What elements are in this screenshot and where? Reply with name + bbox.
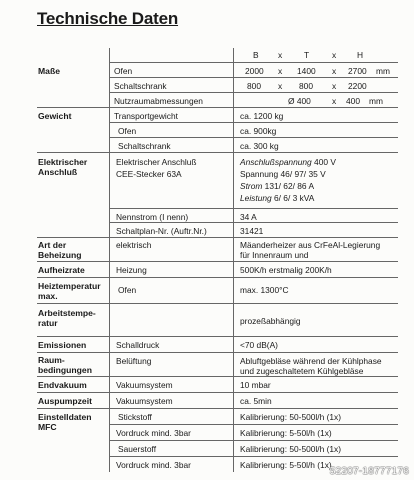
watermark: 52207-18777176 (329, 465, 409, 477)
elektrik-value: 34 A (240, 212, 257, 222)
masse-t: Ø 400 (288, 96, 311, 106)
masse-unit: mm (369, 96, 383, 106)
masse-h: 2700 (348, 66, 367, 76)
mfc-value: Kalibrierung: 5-50l/h (1x) (240, 428, 332, 438)
masse-b: 2000 (245, 66, 264, 76)
section-label-arbeitstemperatur: Arbeitstempe-ratur (38, 308, 96, 328)
row-divider (109, 456, 398, 457)
section-divider (37, 107, 398, 108)
row-divider (109, 92, 398, 93)
section-divider (37, 376, 398, 377)
mfc-row-label: Stickstoff (118, 412, 152, 422)
beheizung-name: elektrisch (116, 240, 152, 250)
mfc-value: Kalibrierung: 50-500l/h (1x) (240, 412, 342, 422)
mfc-value: Kalibrierung: 5-50l/h (1x) (240, 460, 332, 470)
aufheizrate-name: Heizung (116, 265, 147, 275)
elektrik-row-label: Nennstrom (I nenn) (116, 212, 189, 222)
mfc-row-label: Vordruck mind. 3bar (116, 428, 191, 438)
elektrik-spec (240, 157, 336, 167)
arbeitstemp-value: prozeßabhängig (240, 316, 301, 326)
masse-row-label: Nutzraumabmessungen (114, 96, 203, 106)
gewicht-row-label: Schaltschrank (118, 141, 171, 151)
gewicht-row-label: Transportgewicht (114, 111, 178, 121)
section-label-masse: Maße (38, 66, 60, 76)
heiztemp-value: max. 1300°C (240, 285, 289, 295)
elektrik-spec-value: 400 V (314, 157, 336, 167)
row-divider (109, 440, 398, 441)
masse-x: x (278, 81, 283, 91)
masse-h: 400 (346, 96, 360, 106)
elektrik-value: 31421 (240, 226, 264, 236)
section-label-heiztemperatur: Heiztemperatur max. (38, 281, 101, 301)
beheizung-value: Mäanderheizer aus CrFeAl-Legierung (240, 240, 381, 250)
section-divider (37, 336, 398, 337)
section-label-gewicht: Gewicht (38, 111, 72, 121)
masse-x: x (332, 81, 337, 91)
header-h: H (357, 50, 364, 60)
raum-value: Abluftgebläse während der Kühlphase (240, 356, 382, 366)
gewicht-row-label: Ofen (118, 126, 137, 136)
section-label-mfc: Einstelldaten MFC (38, 412, 92, 432)
section-divider (37, 303, 398, 304)
section-divider (37, 237, 398, 238)
raum-value: und zugeschaltetem Kühlgebläse (240, 366, 364, 376)
elektrik-spec: Spannung 46/ 97/ 35 V (240, 169, 326, 179)
mfc-row-label: Sauerstoff (118, 444, 157, 454)
section-label-emissionen: Emissionen (38, 340, 87, 350)
row-divider (109, 62, 398, 63)
elektrik-spec-key: Strom (240, 181, 263, 191)
section-divider (37, 408, 398, 409)
header-x: x (332, 50, 337, 60)
emissionen-name: Schalldruck (116, 340, 160, 350)
elektrik-spec-value: 6/ 6/ 3 kVA (274, 193, 315, 203)
elektrik-spec-key: Anschlußspannung (240, 157, 312, 167)
masse-x: x (278, 66, 283, 76)
section-divider (37, 277, 398, 278)
section-label-beheizung: Art der Beheizung (38, 240, 82, 260)
row-divider (109, 222, 398, 223)
section-label-elektrik: Elektrischer Anschluß (38, 157, 88, 177)
endvakuum-value: 10 mbar (240, 380, 271, 390)
header-b: B (253, 50, 259, 60)
section-divider (37, 352, 398, 353)
mfc-value: Kalibrierung: 50-500l/h (1x) (240, 444, 342, 454)
emissionen-value: <70 dB(A) (240, 340, 278, 350)
masse-row-label: Ofen (114, 66, 133, 76)
auspumpzeit-name: Vakuumsystem (116, 396, 173, 406)
aufheizrate-value: 500K/h erstmalig 200K/h (240, 265, 332, 275)
raum-name: Belüftung (116, 356, 152, 366)
heiztemp-name: Ofen (118, 285, 137, 295)
mfc-row-label: Vordruck mind. 3bar (116, 460, 191, 470)
section-divider (37, 152, 398, 153)
section-divider (37, 261, 398, 262)
gewicht-value: ca. 900kg (240, 126, 277, 136)
masse-t: 1400 (297, 66, 316, 76)
row-divider (109, 77, 398, 78)
section-label-raumbedingungen: Raum-bedingungen (38, 355, 92, 375)
row-divider (109, 424, 398, 425)
masse-x: x (332, 96, 337, 106)
masse-x: x (332, 66, 337, 76)
header-t: T (304, 50, 310, 60)
masse-unit: mm (376, 66, 390, 76)
auspumpzeit-value: ca. 5min (240, 396, 272, 406)
row-divider (109, 122, 398, 123)
beheizung-value: für Innenraum und (240, 250, 309, 260)
elektrik-row-label: Schaltplan-Nr. (Auftr.Nr.) (116, 226, 207, 236)
elektrik-spec (240, 181, 314, 191)
masse-row-label: Schaltschrank (114, 81, 167, 91)
section-label-auspumpzeit: Auspumpzeit (38, 396, 92, 406)
section-divider (37, 392, 398, 393)
elektrik-spec-key: Leistung (240, 193, 272, 203)
row-divider (109, 137, 398, 138)
masse-t: 800 (299, 81, 313, 91)
section-label-aufheizrate: Aufheizrate (38, 265, 85, 275)
elektrik-spec (240, 193, 314, 203)
header-x: x (278, 50, 283, 60)
document-title: Technische Daten (37, 9, 179, 28)
elektrik-left-line: Elektrischer Anschluß (116, 157, 197, 167)
row-divider (109, 208, 398, 209)
section-label-endvakuum: Endvakuum (38, 380, 87, 390)
endvakuum-name: Vakuumsystem (116, 380, 173, 390)
masse-h: 2200 (348, 81, 367, 91)
masse-b: 800 (247, 81, 261, 91)
elektrik-spec-value: 131/ 62/ 86 A (264, 181, 315, 191)
gewicht-value: ca. 1200 kg (240, 111, 284, 121)
gewicht-value: ca. 300 kg (240, 141, 279, 151)
elektrik-left-line: CEE-Stecker 63A (116, 169, 182, 179)
